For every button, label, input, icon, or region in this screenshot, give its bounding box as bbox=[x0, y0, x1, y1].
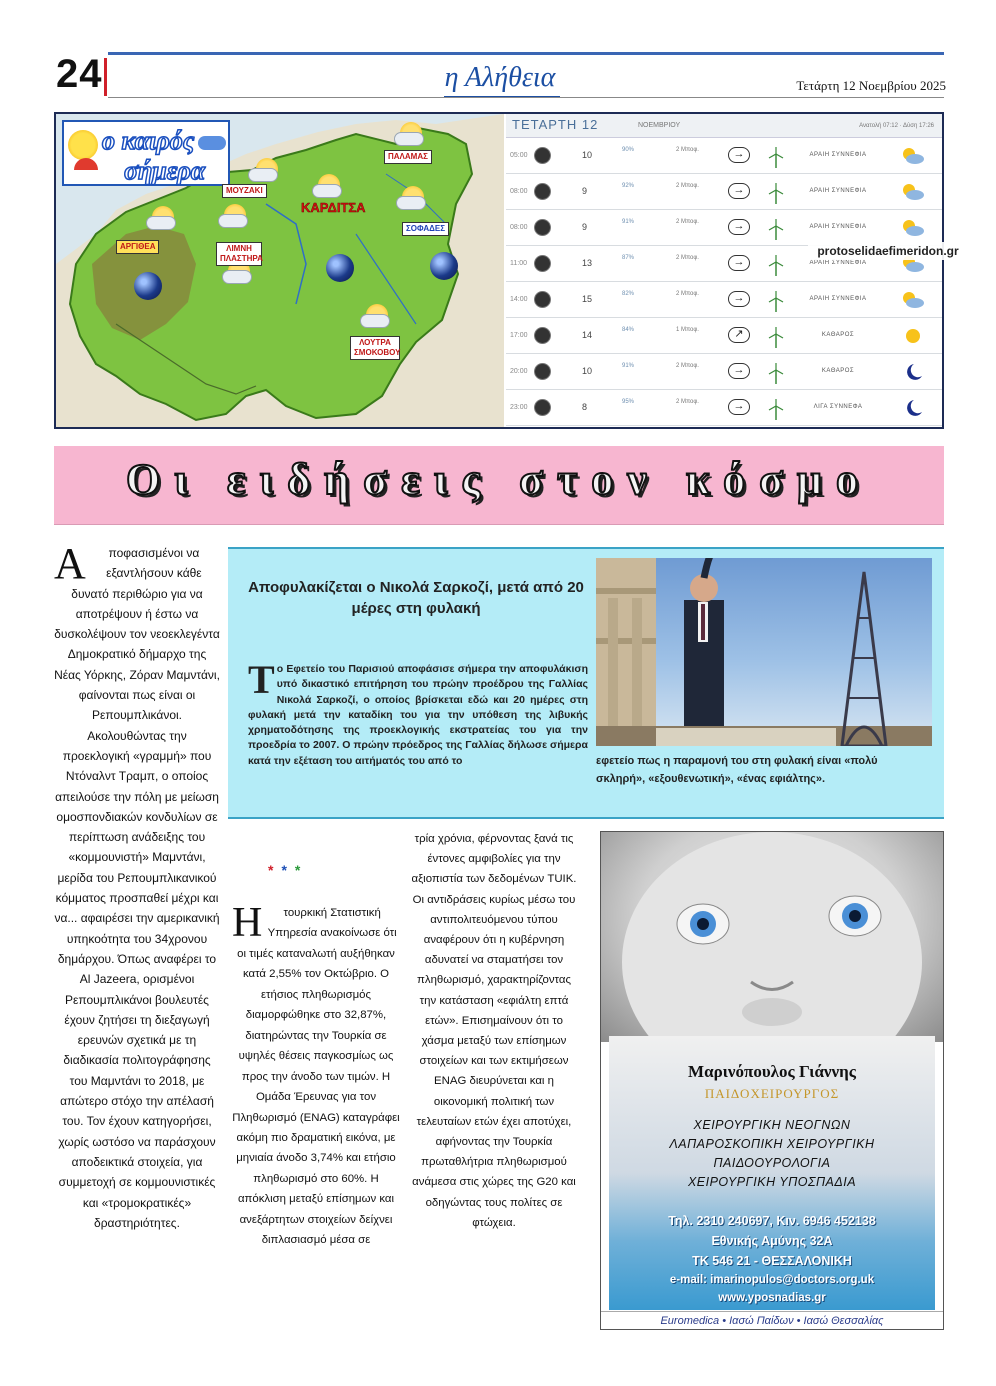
city-label-smokovo: ΛΟΥΤΡΑ ΣΜΟΚΟΒΟΥ bbox=[350, 336, 400, 360]
issue-date: Τετάρτη 12 Νοεμβρίου 2025 bbox=[796, 78, 946, 93]
forecast-wind: 2 Μποφ. bbox=[676, 147, 699, 153]
city-label-sofades: ΣΟΦΑΔΕΣ bbox=[402, 222, 449, 236]
moon-icon bbox=[430, 252, 458, 280]
forecast-humidity: 82% bbox=[622, 291, 635, 297]
wind-direction-icon: ↗ bbox=[728, 327, 750, 343]
wind-turbine-icon bbox=[768, 290, 784, 312]
header-bottom-rule bbox=[108, 97, 944, 98]
forecast-wind: 1 Μποφ. bbox=[676, 327, 699, 333]
forecast-wind: 2 Μποφ. bbox=[676, 291, 699, 297]
wind-direction-icon: → bbox=[728, 147, 750, 163]
forecast-time: 11:00 bbox=[510, 260, 527, 267]
article-mamdani bbox=[54, 539, 220, 1233]
photo-illustration bbox=[596, 558, 932, 746]
cloud-icon bbox=[146, 216, 176, 230]
forecast-condition: ΑΡΑΙΗ ΣΥΝΝΕΦΙΑ bbox=[809, 188, 867, 194]
article-sarkozy bbox=[228, 547, 944, 819]
forecast-row bbox=[506, 138, 942, 174]
wind-turbine-icon bbox=[768, 218, 784, 240]
baby-photo bbox=[601, 832, 943, 1042]
wind-turbine-icon bbox=[768, 146, 784, 168]
specialty-4: ΧΕΙΡΟΥΡΓΙΚΗ ΥΠΟΣΠΑΔΙΑ bbox=[687, 1175, 857, 1189]
cloud-icon bbox=[900, 182, 926, 202]
forecast-day: ΤΕΤΑΡΤΗ 12 bbox=[512, 117, 599, 132]
forecast-time: 08:00 bbox=[510, 224, 528, 231]
doctor-role: ΠΑΙΔΟΧΕΙΡΟΥΡΓΟΣ bbox=[704, 1086, 840, 1101]
specialty-1: ΧΕΙΡΟΥΡΓΙΚΗ ΝΕΟΓΝΩΝ bbox=[693, 1118, 851, 1132]
wind-direction-icon: → bbox=[728, 399, 750, 415]
page-number: 24 bbox=[56, 52, 103, 96]
forecast-row bbox=[506, 210, 942, 246]
moon-icon bbox=[900, 362, 926, 382]
dropcap: Η bbox=[232, 900, 263, 946]
moon-icon bbox=[134, 272, 162, 300]
city-label-karditsa: ΚΑΡΔΙΤΣΑ bbox=[301, 200, 366, 215]
cloud-icon bbox=[900, 146, 926, 166]
forecast-temp: 13 bbox=[582, 258, 593, 268]
forecast-time: 08:00 bbox=[510, 188, 528, 195]
clock-icon bbox=[534, 219, 551, 236]
forecast-row bbox=[506, 354, 942, 390]
cloud-icon bbox=[394, 132, 424, 146]
masthead: η Αλήθεια bbox=[444, 62, 556, 93]
city-label-mouzaki: ΜΟΥΖΑΚΙ bbox=[222, 184, 267, 198]
forecast-condition: ΑΡΑΙΗ ΣΥΝΝΕΦΙΑ bbox=[809, 260, 867, 266]
star-green: * bbox=[294, 862, 309, 878]
section-title: Οι ειδήσεις στον κόσμο bbox=[126, 455, 872, 504]
moon-icon bbox=[326, 254, 354, 282]
cloud-icon bbox=[198, 136, 226, 150]
forecast-temp: 9 bbox=[582, 186, 588, 196]
forecast-row bbox=[506, 174, 942, 210]
weather-logo-line1: ο καιρός bbox=[102, 126, 195, 155]
wind-direction-icon: → bbox=[728, 219, 750, 235]
clock-icon bbox=[534, 183, 551, 200]
cloud-icon bbox=[900, 290, 926, 310]
forecast-humidity: 91% bbox=[622, 219, 635, 225]
forecast-wind: 2 Μποφ. bbox=[676, 183, 699, 189]
wind-direction-icon: → bbox=[728, 363, 750, 379]
doctor-advertisement bbox=[600, 831, 944, 1330]
clock-icon bbox=[534, 291, 551, 308]
forecast-row bbox=[506, 318, 942, 354]
forecast-humidity: 95% bbox=[622, 399, 635, 405]
forecast-condition: ΛΙΓΑ ΣΥΝΝΕΦΑ bbox=[813, 404, 863, 410]
clock-icon bbox=[534, 147, 551, 164]
wind-turbine-icon bbox=[768, 182, 784, 204]
wind-direction-icon: → bbox=[728, 255, 750, 271]
article-body: τουρκική Στατιστική Υπηρεσία ανακοίνωσε ότι οι τιμές καταναλωτή αυξήθηκαν κατά 2,55% τον Οκτώβριο. Ο ετήσιος πληθωρισμός διαμορφώθηκε στο 32,87%, διατηρώντας την Τουρκία σε υψηλές θέσεις παγκοσμίως ως προς την άνοδο των τιμών. Η Ομάδα Έρευνας για τον Πληθωρισμό (ENAG) καταγράφει ακόμη πιο δραματική εικόνα, με μηνιαία άνοδο 3,74% και ετήσιο πληθωρισμό στο 60%. Η απόκλιση μεταξύ επίσημων και ανεξάρτητων στοιχείων δείχνει διπλασιασμό μέσα σε bbox=[232, 907, 400, 1247]
forecast-wind: 2 Μποφ. bbox=[676, 219, 699, 225]
forecast-condition: ΚΑΘΑΡΟΣ bbox=[821, 332, 855, 338]
ad-address: Εθνικής Αμύνης 32Α bbox=[711, 1234, 833, 1248]
forecast-condition: ΑΡΑΙΗ ΣΥΝΝΕΦΙΑ bbox=[809, 152, 867, 158]
weather-logo-line2: σήμερα bbox=[124, 156, 206, 185]
forecast-time: 17:00 bbox=[510, 332, 528, 339]
forecast-time: 05:00 bbox=[510, 152, 528, 159]
forecast-humidity: 87% bbox=[622, 255, 635, 261]
forecast-row bbox=[506, 390, 942, 426]
forecast-condition: ΑΡΑΙΗ ΣΥΝΝΕΦΙΑ bbox=[809, 224, 867, 230]
weather-map bbox=[56, 114, 504, 427]
forecast-temp: 14 bbox=[582, 330, 593, 340]
forecast-humidity: 92% bbox=[622, 183, 635, 189]
cloud-icon bbox=[248, 168, 278, 182]
forecast-temp: 9 bbox=[582, 222, 588, 232]
city-label-palamas: ΠΑΛΑΜΑΣ bbox=[384, 150, 432, 164]
article-turkey-part2: τρία χρόνια, φέρνοντας ξανά τις έντονες αμφιβολίες για την αξιοπιστία των δεδομένων TUIK. Οι αντιδράσεις κυρίως μέσω του αντιπολιτευόμενου τύπου αναφέρουν ότι η κυβέρνηση αδυνατεί να σταματήσει τον πληθωρισμό, χαρακτηρίζοντας την κατάσταση «εφιάλτη επτά ετών». Επισημαίνουν ότι το χάσμα μεταξύ των επίσημων στοιχείων και των εκτιμήσεων ENAG διευρύνεται και η οικονομική πολιτική των τελευταίων ετών έχει αποτύχει, αφήνοντας την Τουρκία πρωταθλήτρια πληθωρισμού ανάμεσα στις χώρες της G20 και οδηγώντας τους πολίτες σε φτώχεια. bbox=[411, 833, 577, 1229]
forecast-row bbox=[506, 282, 942, 318]
cloud-icon bbox=[222, 270, 252, 284]
forecast-month: ΝΟΕΜΒΡΙΟΥ bbox=[638, 122, 681, 129]
forecast-temp: 10 bbox=[582, 150, 593, 160]
forecast-time: 23:00 bbox=[510, 404, 528, 411]
forecast-temp: 15 bbox=[582, 294, 593, 304]
article-body bbox=[248, 657, 588, 769]
forecast-wind: 2 Μποφ. bbox=[676, 255, 699, 261]
ad-text-panel bbox=[609, 1036, 935, 1310]
forecast-wind: 2 Μποφ. bbox=[676, 363, 699, 369]
clock-icon bbox=[534, 363, 551, 380]
forecast-temp: 10 bbox=[582, 366, 593, 376]
forecast-humidity: 91% bbox=[622, 363, 635, 369]
weather-logo bbox=[62, 120, 230, 186]
cloud-icon bbox=[900, 218, 926, 238]
clock-icon bbox=[534, 327, 551, 344]
sarkozy-photo bbox=[596, 558, 932, 746]
wind-turbine-icon bbox=[768, 326, 784, 348]
wind-turbine-icon bbox=[768, 254, 784, 276]
dropcap: Τ bbox=[248, 657, 275, 702]
dropcap: Α bbox=[54, 539, 86, 588]
article-continuation: εφετείο πως η παραμονή του στη φυλακή είναι «πολύ σκληρή», «εξουθενωτική», «ένας εφιάλτης». bbox=[596, 755, 878, 785]
cloud-icon bbox=[312, 184, 342, 198]
article-headline: Αποφυλακίζεται ο Νικολά Σαρκοζί, μετά από 20 μέρες στη φυλακή bbox=[248, 579, 584, 617]
forecast-temp: 8 bbox=[582, 402, 588, 412]
article-body: ποφασισμένοι να εξαντλήσουν κάθε δυνατό περιθώριο για να αποτρέψουν ή έστω να δυσκολέψουν τον νεοεκλεγέντα Δημοκρατικό δήμαρχο της Νέας Υόρκης, Ζόραν Μαμντάνι, φαίνονται πως είναι οι Ρεπουμπλικάνοι. Ακολουθώντας την προεκλογική «γραμμή» που Ντόναλντ Τραμπ, ο οποίος απειλούσε την πόλη με μείωση ομοσπονδιακών κονδυλίων σε περίπτωση ανάδειξης του «κομμουνιστή» Μαμντάνι, μερίδα του Ρεπουμπλικανικού κόμματος προσπαθεί μέχρι και να... αφαιρέσει την αμερικανική υπηκοότητα του 34χρονου δημάρχου. Όπως αναφέρει το Al Jazeera, ορισμένοι Ρεπουμπλικάνοι βουλευτές έχουν ζητήσει τη διεξαγωγή ερευνών σχετικά με τη διαδικασία πολιτογράφησης του Μαμντάνι το 2018, με απώτερο στόχο την απέλασή του. Τον έχουν κατηγορήσει, χωρίς ωστόσο να παράσχουν αποδεικτικά στοιχεία, για συμμετοχή σε κομμουνιστικές και «τρομοκρατικές» δραστηριότητες. bbox=[54, 546, 220, 1230]
forecast-humidity: 84% bbox=[622, 327, 635, 333]
ad-website: www.yposnadias.gr bbox=[718, 1292, 826, 1304]
forecast-humidity: 90% bbox=[622, 147, 635, 153]
forecast-rows bbox=[506, 138, 942, 426]
ad-phone: Τηλ. 2310 240697, Κιν. 6946 452138 bbox=[668, 1214, 876, 1228]
star-red: * bbox=[268, 862, 282, 878]
ad-email: e-mail: imarinopulos@doctors.org.uk bbox=[669, 1274, 875, 1286]
wind-turbine-icon bbox=[768, 398, 784, 420]
cloud-icon bbox=[218, 214, 248, 228]
baby-illustration bbox=[601, 832, 943, 1042]
article-turkey-part1 bbox=[232, 900, 400, 1251]
moon-icon bbox=[900, 398, 926, 418]
clock-icon bbox=[534, 399, 551, 416]
city-label-argithea: ΑΡΓΙΘΕΑ bbox=[116, 240, 159, 254]
sun-icon bbox=[68, 130, 98, 160]
city-label-plastira: ΛΙΜΝΗ ΠΛΑΣΤΗΡΑ bbox=[216, 242, 262, 266]
forecast-header bbox=[506, 114, 942, 138]
weather-panel bbox=[54, 112, 944, 429]
forecast-time: 20:00 bbox=[510, 368, 528, 375]
forecast-condition: ΑΡΑΙΗ ΣΥΝΝΕΦΙΑ bbox=[809, 296, 867, 302]
section-separator-stars bbox=[268, 862, 328, 878]
cloud-icon bbox=[360, 314, 390, 328]
specialty-3: ΠΑΙΔΟΟΥΡΟΛΟΓΙΑ bbox=[713, 1156, 831, 1170]
forecast-time: 14:00 bbox=[510, 296, 528, 303]
forecast-sun-times: Ανατολή 07:12 · Δύση 17:26 bbox=[859, 123, 934, 129]
ad-footer: Euromedica • Ιασώ Παίδων • Ιασώ Θεσσαλίας bbox=[601, 1311, 943, 1329]
wind-turbine-icon bbox=[768, 362, 784, 384]
wind-direction-icon: → bbox=[728, 183, 750, 199]
forecast-table bbox=[506, 114, 942, 427]
wind-direction-icon: → bbox=[728, 291, 750, 307]
forecast-wind: 2 Μποφ. bbox=[676, 399, 699, 405]
source-watermark: protoselidaefimeridon.gr bbox=[808, 242, 968, 260]
cloud-icon bbox=[396, 196, 426, 210]
specialty-2: ΛΑΠΑΡΟΣΚΟΠΙΚΗ ΧΕΙΡΟΥΡΓΙΚΗ bbox=[669, 1137, 875, 1151]
ad-city: ΤΚ 546 21 - ΘΕΣΣΑΛΟΝΙΚΗ bbox=[692, 1254, 852, 1268]
clock-icon bbox=[534, 255, 551, 272]
star-blue: * bbox=[281, 862, 295, 878]
doctor-name: Μαρινόπουλος Γιάννης bbox=[688, 1062, 856, 1081]
sun-icon bbox=[900, 326, 926, 346]
umbrella-icon bbox=[74, 158, 98, 170]
page-number-divider bbox=[104, 58, 107, 96]
forecast-condition: ΚΑΘΑΡΟΣ bbox=[821, 368, 855, 374]
header-top-rule bbox=[108, 52, 944, 55]
section-banner bbox=[54, 446, 944, 525]
article-text: ο Εφετείο του Παρισιού αποφάσισε σήμερα την αποφυλάκιση υπό δικαστικό επιτήρηση του πρώην προέδρου της Γαλλίας Νικολά Σαρκοζί, ο οποίος βρίσκεται εδώ και 20 ημέρες στη φυλακή μετά την καταδίκη του για την υπόθεση της λιβυκής χρηματοδότησης της προεκλογικής εκστρατείας του για την προεδρία το 2007. Ο πρώην πρόεδρος της Γαλλίας δήλωσε σήμερα κατά την εξέταση του αιτήματός του από το bbox=[248, 663, 588, 767]
